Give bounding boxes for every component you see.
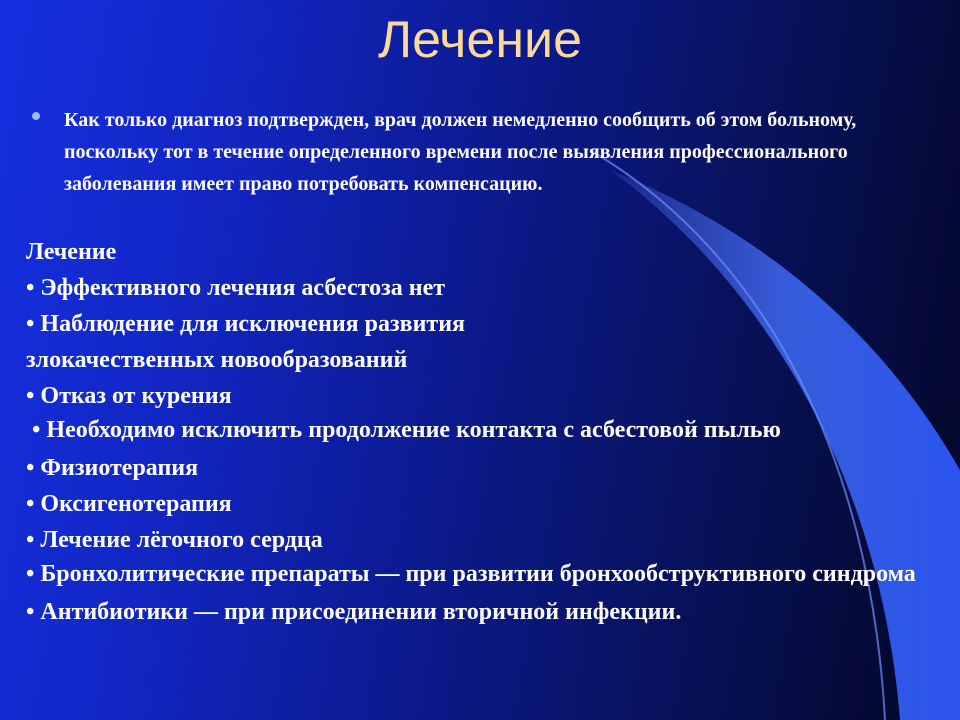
list-item: злокачественных новообразований	[26, 347, 408, 373]
list-item: • Эффективного лечения асбестоза нет	[26, 275, 446, 301]
list-item: • Бронхолитические препараты — при развитии бронхообструктивного синдрома	[26, 561, 916, 587]
bullet-dot-icon	[32, 112, 40, 120]
list-item: • Физиотерапия	[26, 455, 199, 481]
list-item: • Отказ от курения	[26, 383, 232, 409]
list-item: • Антибиотики — при присоединении вторичной инфекции.	[26, 599, 682, 625]
intro-text: Как только диагноз подтвержден, врач должен немедленно сообщить об этом больному, поскольку тот в течение определенного времени после выявления профессионального заболевания имеет право потребовать компенсацию.	[64, 109, 857, 195]
intro-paragraph	[32, 104, 892, 200]
list-item: • Лечение лёгочного сердца	[26, 527, 323, 553]
slide-title: Лечение	[377, 11, 582, 69]
list-item: • Оксигенотерапия	[26, 491, 232, 517]
list-heading: Лечение	[26, 239, 117, 265]
list-item: • Необходимо исключить продолжение контакта с асбестовой пылью	[32, 417, 781, 443]
treatment-list	[26, 234, 926, 630]
list-item: • Наблюдение для исключения развития	[26, 311, 466, 337]
